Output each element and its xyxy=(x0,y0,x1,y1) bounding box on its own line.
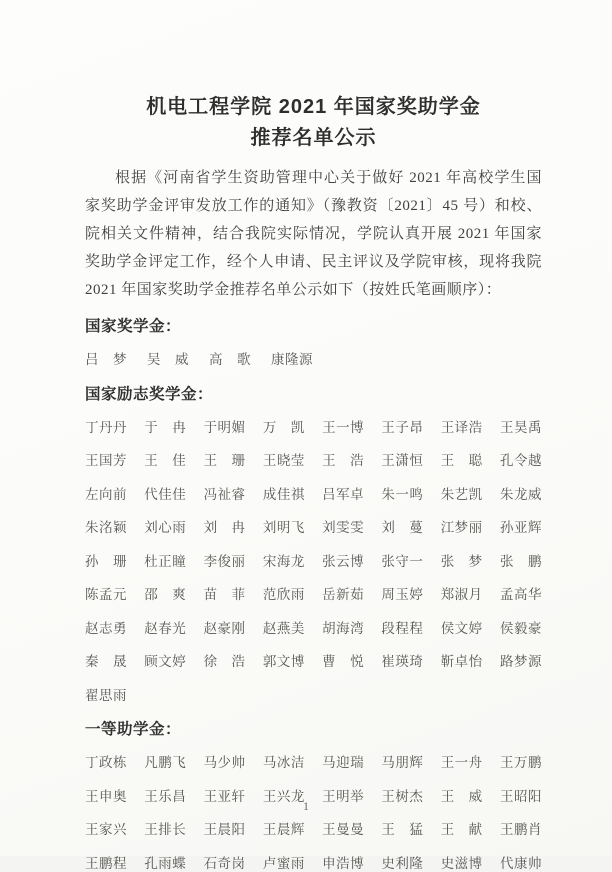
person-name: 王 珊 xyxy=(203,453,246,468)
person-name: 刘 冉 xyxy=(203,520,246,535)
name-list-national-scholarship xyxy=(85,348,542,368)
person-name: 王鹏肖 xyxy=(499,822,542,837)
person-name: 郑淑月 xyxy=(440,587,483,602)
person-name: 顾文婷 xyxy=(144,654,187,669)
person-name: 王一博 xyxy=(322,419,365,435)
person-name: 石奇岗 xyxy=(203,855,246,871)
name-row xyxy=(85,449,542,469)
person-name: 王家兴 xyxy=(85,822,127,837)
person-name: 李俊丽 xyxy=(203,553,246,569)
person-name: 王兴龙 xyxy=(262,788,305,804)
name-list-encouragement-scholarship xyxy=(85,416,542,704)
person-name: 康隆源 xyxy=(271,352,313,367)
person-name: 吴 威 xyxy=(147,352,189,367)
person-name: 王明举 xyxy=(322,788,365,804)
person-name: 侯文婷 xyxy=(440,620,483,636)
person-name: 郭文博 xyxy=(262,654,305,669)
person-name: 吕 梦 xyxy=(85,352,127,367)
person-name: 秦 晟 xyxy=(85,654,127,669)
document-title-line1: 机电工程学院 2021 年国家奖助学金 xyxy=(146,96,481,118)
person-name: 孔雨蝶 xyxy=(144,855,187,871)
person-name: 靳卓怡 xyxy=(440,654,483,669)
person-name: 王申奥 xyxy=(85,788,127,804)
person-name: 张守一 xyxy=(381,553,424,569)
person-name: 岳新茹 xyxy=(322,587,365,602)
name-row xyxy=(85,650,542,670)
person-name: 张云博 xyxy=(322,553,365,569)
person-name: 丁政栋 xyxy=(85,755,127,770)
name-row xyxy=(85,583,542,603)
person-name: 翟思雨 xyxy=(85,687,127,703)
person-name: 刘雯雯 xyxy=(322,520,365,535)
person-name: 王 佳 xyxy=(144,453,187,468)
person-name: 王 威 xyxy=(440,788,483,804)
person-name: 朱洺颖 xyxy=(85,520,127,535)
person-name: 赵燕美 xyxy=(262,620,305,636)
person-name: 崔瑛琦 xyxy=(381,654,424,669)
person-name: 申浩博 xyxy=(322,855,365,871)
person-name: 刘心雨 xyxy=(144,520,187,535)
name-row xyxy=(85,416,542,436)
person-name: 王 猛 xyxy=(381,822,424,837)
person-name: 王曼曼 xyxy=(322,822,365,837)
person-name: 孟高华 xyxy=(499,587,542,602)
person-name: 孙亚辉 xyxy=(499,520,542,535)
person-name: 王 献 xyxy=(440,822,483,837)
person-name: 朱龙威 xyxy=(499,486,542,502)
name-row xyxy=(85,617,542,637)
person-name: 高 歌 xyxy=(209,352,251,367)
person-name: 徐 浩 xyxy=(203,654,246,669)
person-name: 成佳祺 xyxy=(262,486,305,502)
person-name: 吕军卓 xyxy=(322,486,365,502)
name-row xyxy=(85,751,542,771)
person-name: 赵豪刚 xyxy=(203,620,246,636)
section-heading-encouragement-scholarship: 国家励志奖学金： xyxy=(85,385,214,403)
person-name: 万 凯 xyxy=(262,419,305,435)
person-name: 苗 菲 xyxy=(203,587,246,602)
person-name: 于 冉 xyxy=(144,419,187,435)
person-name: 王 浩 xyxy=(322,453,365,468)
person-name: 王一舟 xyxy=(440,755,483,770)
person-name: 王子昂 xyxy=(381,419,424,435)
person-name: 孔令越 xyxy=(499,453,542,468)
person-name: 王鹏程 xyxy=(85,855,127,871)
person-name: 胡海湾 xyxy=(322,620,365,636)
person-name: 邵 爽 xyxy=(144,587,187,602)
person-name: 马冰洁 xyxy=(262,755,305,770)
intro-paragraph: 根据《河南省学生资助管理中心关于做好 2021 年高校学生国家奖助学金评审发放工作的通知》（豫教资〔2021〕45 号）和校、院相关文件精神，结合我院实际情况，学院认真开展 2021 年国家奖助学金评定工作，经个人申请、民主评议及学院审核，现将我院 2021 年国家奖助学金推荐名单公示如下（按姓氏笔画顺序）： xyxy=(85,170,542,298)
person-name: 刘明飞 xyxy=(262,520,305,535)
section-heading-first-class-grant: 一等助学金： xyxy=(85,721,182,738)
person-name: 王乐昌 xyxy=(144,788,187,804)
person-name: 王昭阳 xyxy=(499,788,542,804)
person-name: 张 梦 xyxy=(440,553,483,569)
person-name: 赵春光 xyxy=(144,620,187,636)
person-name: 范欣雨 xyxy=(262,587,305,602)
section-heading-national-scholarship: 国家奖学金： xyxy=(85,318,182,335)
person-name: 王万鹏 xyxy=(499,755,542,770)
person-name: 马少帅 xyxy=(203,755,246,770)
person-name: 史利隆 xyxy=(381,855,424,871)
section-encouragement-scholarship xyxy=(85,382,542,704)
name-row xyxy=(85,684,542,704)
person-name: 周玉婷 xyxy=(381,587,424,602)
section-first-class-grant xyxy=(85,717,542,872)
person-name: 朱一鸣 xyxy=(381,486,424,502)
person-name: 丁丹丹 xyxy=(85,419,127,435)
name-row xyxy=(85,550,542,570)
person-name: 王晨阳 xyxy=(203,822,246,837)
person-name: 路梦源 xyxy=(499,654,542,669)
person-name: 曹 悦 xyxy=(322,654,365,669)
person-name: 王 聪 xyxy=(440,453,483,468)
person-name: 王译浩 xyxy=(440,419,483,435)
person-name: 王排长 xyxy=(144,822,187,837)
person-name: 凡鹏飞 xyxy=(144,755,187,770)
person-name: 王晨辉 xyxy=(262,822,305,837)
person-name: 江梦丽 xyxy=(440,520,483,535)
person-name: 王晓莹 xyxy=(262,453,305,468)
person-name: 陈孟元 xyxy=(85,587,127,602)
person-name: 马迎瑞 xyxy=(322,755,365,770)
name-row xyxy=(85,818,542,838)
name-row xyxy=(85,348,542,368)
person-name: 王树杰 xyxy=(381,788,424,804)
person-name: 卢蜜雨 xyxy=(262,855,305,871)
person-name: 代佳佳 xyxy=(144,486,187,502)
person-name: 杜正瞳 xyxy=(144,553,187,569)
person-name: 马朋辉 xyxy=(381,755,424,770)
document-title xyxy=(85,92,542,154)
person-name: 宋海龙 xyxy=(262,553,305,569)
person-name: 王潇恒 xyxy=(381,453,424,468)
person-name: 赵志勇 xyxy=(85,620,127,636)
person-name: 段程程 xyxy=(381,620,424,636)
name-row xyxy=(85,852,542,872)
person-name: 王国芳 xyxy=(85,453,127,468)
name-row xyxy=(85,483,542,503)
person-name: 刘 蔓 xyxy=(381,520,424,535)
person-name: 张 鹏 xyxy=(499,553,542,569)
document-title-line2: 推荐名单公示 xyxy=(250,127,377,149)
person-name: 王昊禹 xyxy=(499,419,542,435)
person-name: 于明媚 xyxy=(203,419,246,435)
person-name: 王亚轩 xyxy=(203,788,246,804)
person-name: 侯毅豪 xyxy=(499,620,542,636)
page-number: 1 xyxy=(303,799,309,813)
person-name: 冯祉睿 xyxy=(203,486,246,502)
person-name: 史滋博 xyxy=(440,855,483,871)
name-row xyxy=(85,516,542,536)
person-name: 代康帅 xyxy=(499,855,542,871)
person-name: 朱艺凯 xyxy=(440,486,483,502)
section-national-scholarship xyxy=(85,314,542,368)
person-name: 孙 珊 xyxy=(85,553,127,569)
person-name: 左向前 xyxy=(85,486,127,502)
